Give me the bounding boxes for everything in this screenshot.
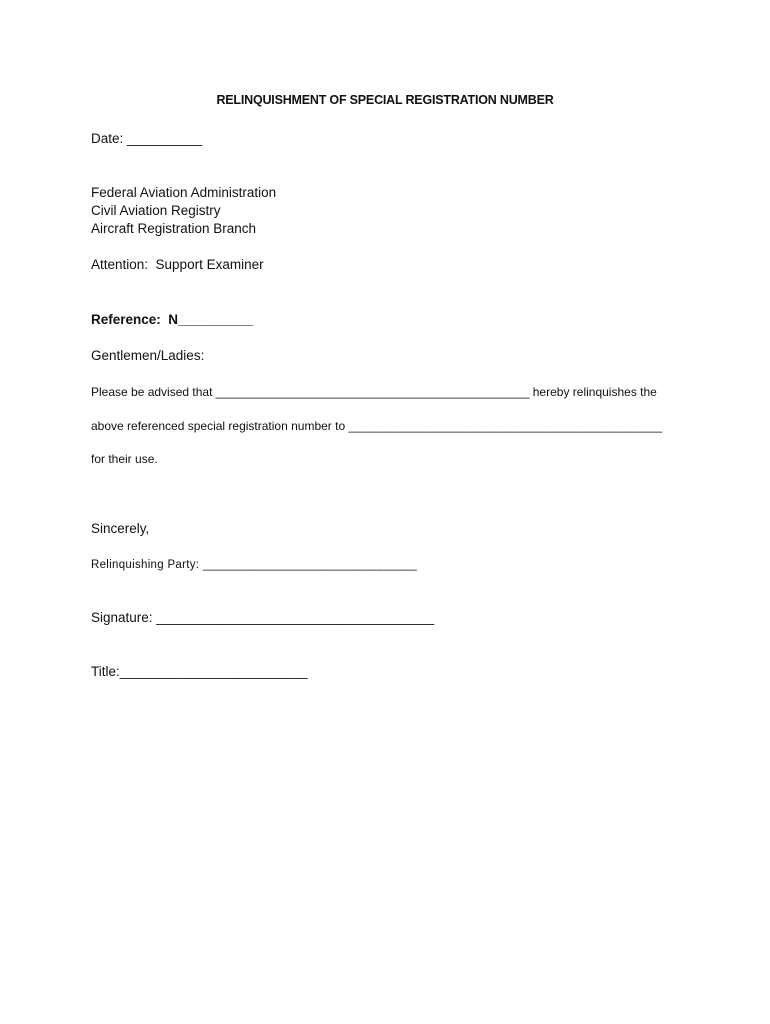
closing: Sincerely, [91,521,150,536]
salutation: Gentlemen/Ladies: [91,348,205,363]
address-line-2: Civil Aviation Registry [91,203,221,218]
signature-line: Signature: _____________________________________ [91,610,435,625]
attention-line: Attention: Support Examiner [91,257,264,272]
address-line-3: Aircraft Registration Branch [91,221,257,236]
relinquishing-party-line: Relinquishing Party: ________________________________ [91,559,418,571]
body-line-1: Please be advised that _______________________________________________ hereby relinquishes the [91,385,657,399]
date-line: Date: __________ [91,131,203,146]
title-line: Title:_________________________ [91,664,308,679]
document-title: RELINQUISHMENT OF SPECIAL REGISTRATION NUMBER [216,93,554,107]
body-line-3: for their use. [91,452,158,466]
reference-line: Reference: N__________ [91,312,254,327]
address-line-1: Federal Aviation Administration [91,185,277,200]
body-line-2: above referenced special registration number to _______________________________________________ [91,419,663,433]
